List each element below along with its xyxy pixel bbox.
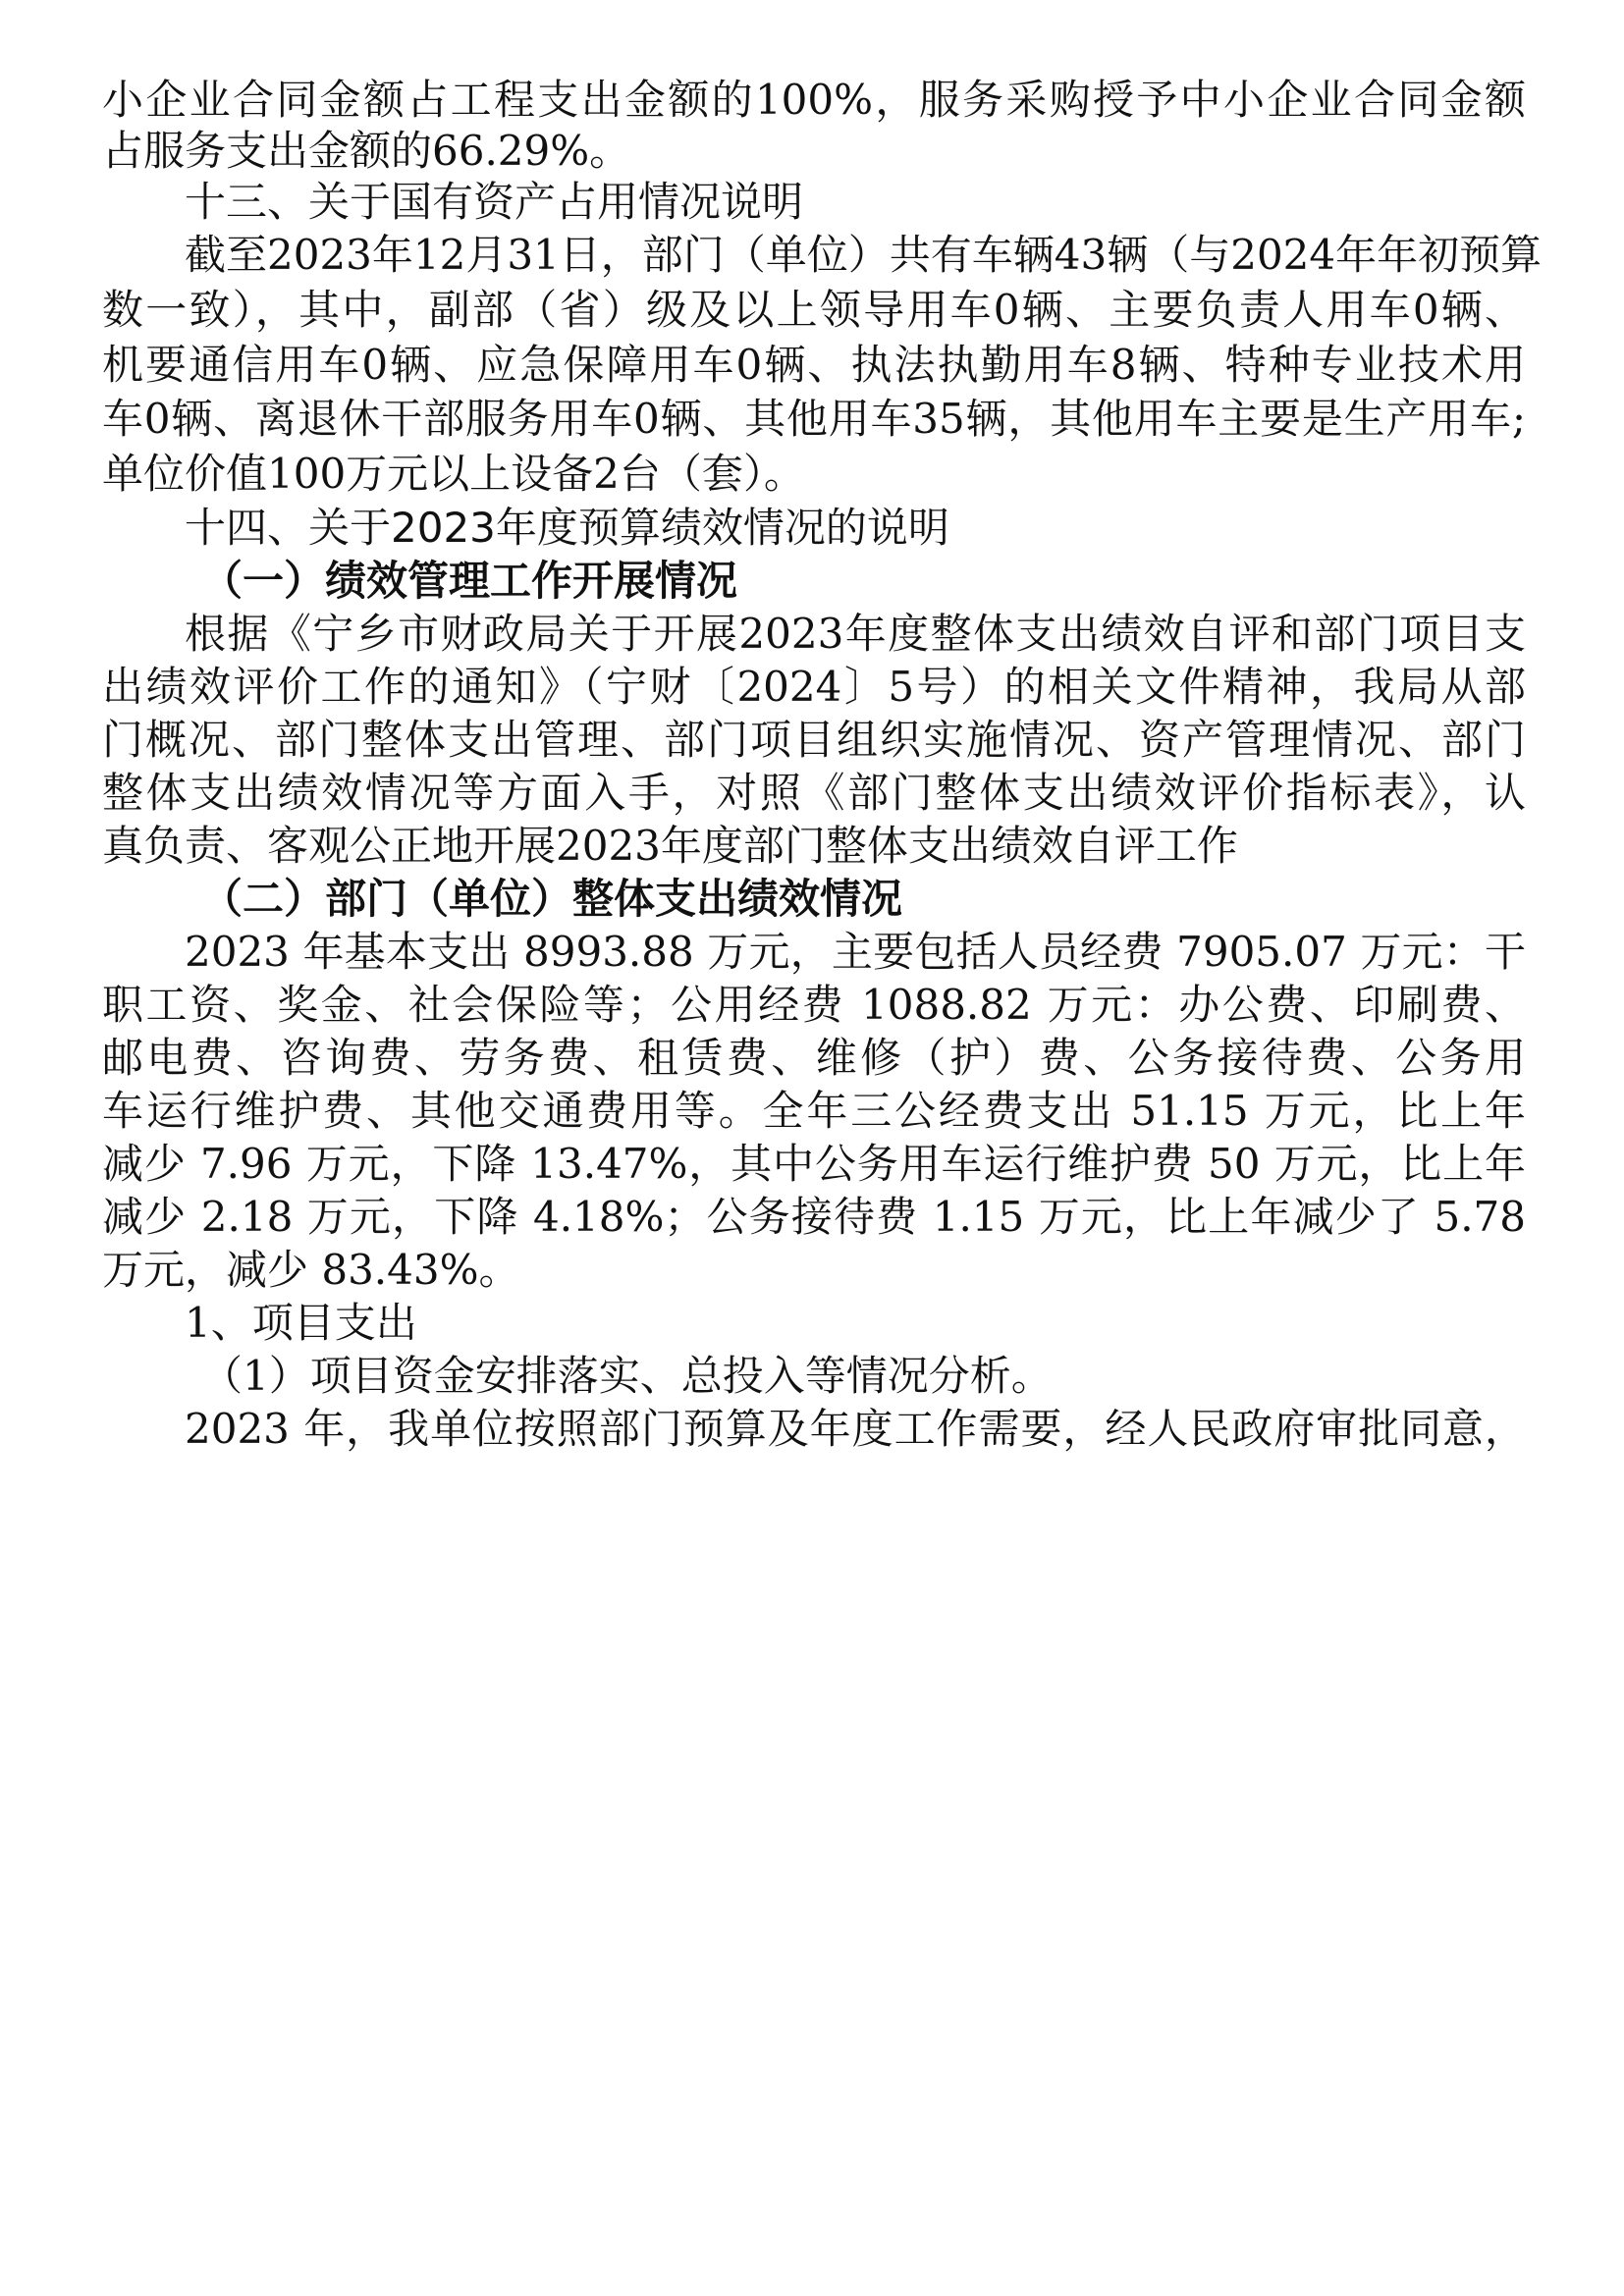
paragraph-line: 整体支出绩效情况等方面入手，对照《部门整体支出绩效评价指标表》，认 — [102, 769, 1526, 817]
paragraph-line: 减少 2.18 万元，下降 4.18%；公务接待费 1.15 万元，比上年减少了 5.78 — [102, 1193, 1526, 1241]
paragraph-line: 数一致），其中，副部（省）级及以上领导用车0辆、主要负责人用车0辆、 — [102, 286, 1526, 334]
paragraph-line: 职工资、奖金、社会保险等；公用经费 1088.82 万元：办公费、印刷费、 — [102, 981, 1526, 1029]
paragraph-line: 减少 7.96 万元，下降 13.47%，其中公务用车运行维护费 50 万元，比上年 — [102, 1140, 1526, 1188]
paragraph-line: 2023 年，我单位按照部门预算及年度工作需要，经人民政府审批同意， — [185, 1405, 1526, 1453]
subsection-heading-2: （二）部门（单位）整体支出绩效情况 — [201, 875, 903, 923]
paragraph-line: 单位价值100万元以上设备2台（套）。 — [102, 450, 805, 498]
paragraph-line: 2023 年基本支出 8993.88 万元，主要包括人员经费 7905.07 万元：干 — [185, 928, 1526, 976]
paragraph-line: 门概况、部门整体支出管理、部门项目组织实施情况、资产管理情况、部门 — [102, 716, 1526, 764]
paragraph-line: 截至2023年12月31日，部门（单位）共有车辆43辆（与2024年年初预算 — [185, 231, 1543, 279]
paragraph-line: 根据《宁乡市财政局关于开展2023年度整体支出绩效自评和部门项目支 — [185, 610, 1526, 658]
paragraph-line: 车0辆、离退休干部服务用车0辆、其他用车35辆，其他用车主要是生产用车; — [102, 395, 1526, 443]
paragraph-line: 出绩效评价工作的通知》（宁财〔2024〕5号）的相关文件精神，我局从部 — [102, 663, 1526, 711]
item-heading: 1、项目支出 — [185, 1299, 417, 1347]
paragraph-line: 占服务支出金额的66.29%。 — [102, 127, 631, 175]
section-heading-14: 十四、关于2023年度预算绩效情况的说明 — [185, 504, 949, 552]
paragraph-line: 机要通信用车0辆、应急保障用车0辆、执法执勤用车8辆、特种专业技术用 — [102, 341, 1526, 389]
paragraph-line: 小企业合同金额占工程支出金额的100%，服务采购授予中小企业合同金额 — [102, 76, 1526, 124]
paragraph-line: 真负责、客观公正地开展2023年度部门整体支出绩效自评工作 — [102, 822, 1238, 870]
section-heading-13: 十三、关于国有资产占用情况说明 — [185, 178, 804, 226]
item-subheading: （1）项目资金安排落实、总投入等情况分析。 — [201, 1352, 1053, 1400]
paragraph-line: 邮电费、咨询费、劳务费、租赁费、维修（护）费、公务接待费、公务用 — [102, 1034, 1526, 1082]
paragraph-line: 车运行维护费、其他交通费用等。全年三公经费支出 51.15 万元，比上年 — [102, 1087, 1526, 1135]
paragraph-line: 万元，减少 83.43%。 — [102, 1246, 520, 1294]
subsection-heading-1: （一）绩效管理工作开展情况 — [201, 557, 738, 605]
